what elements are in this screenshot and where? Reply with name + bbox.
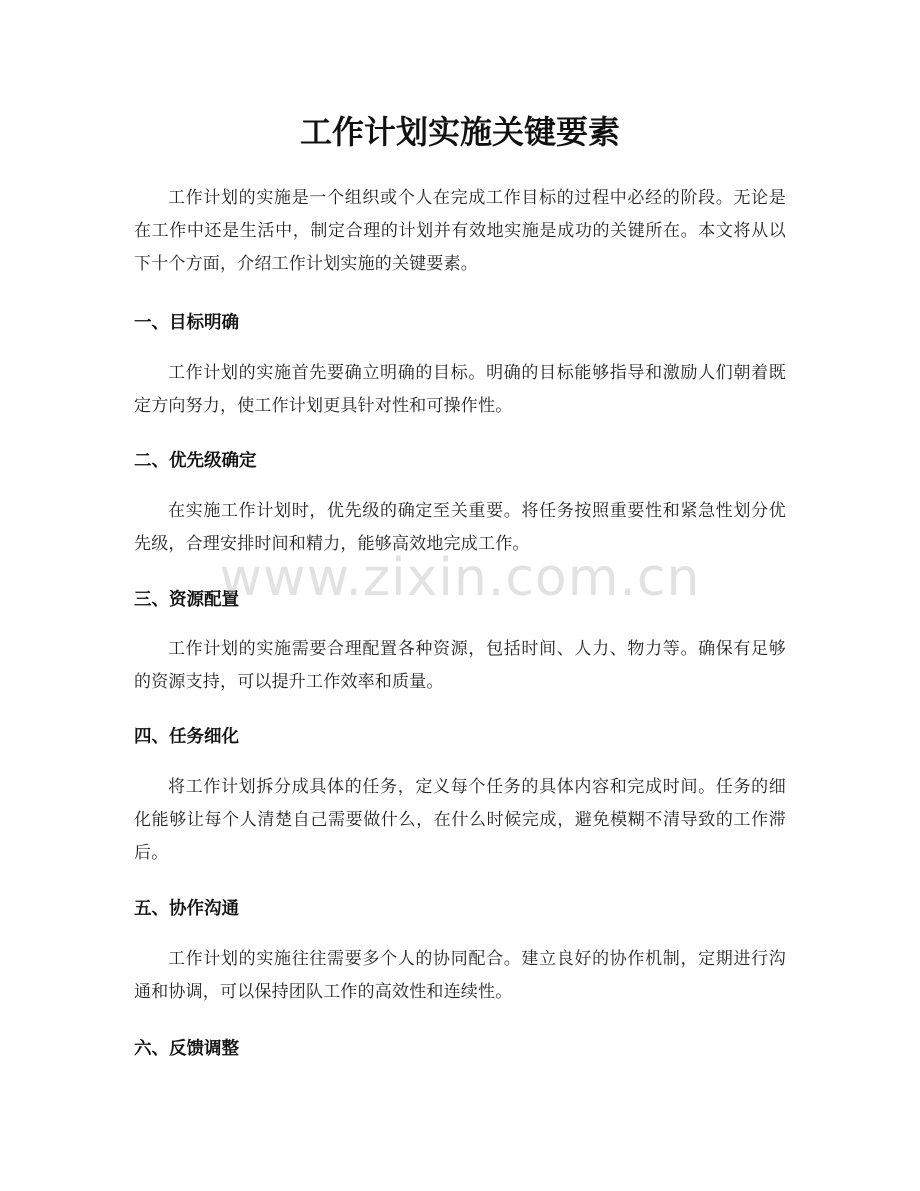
section-heading-6: 六、反馈调整	[134, 1039, 239, 1059]
section-body-4: 将工作计划拆分成具体的任务，定义每个任务的具体内容和完成时间。任务的细化能够让每个人清楚自己需要做什么，在什么时候完成，避免模糊不清导致的工作滞后。	[134, 777, 786, 863]
section-heading-1: 一、目标明确	[134, 313, 239, 333]
section-heading-3: 三、资源配置	[134, 590, 239, 610]
section-heading-5: 五、协作沟通	[134, 899, 239, 919]
section-body-1: 工作计划的实施首先要确立明确的目标。明确的目标能够指导和激励人们朝着既定方向努力，使工作计划更具针对性和可操作性。	[134, 363, 786, 416]
section-body-3: 工作计划的实施需要合理配置各种资源，包括时间、人力、物力等。确保有足够的资源支持，可以提升工作效率和质量。	[134, 639, 786, 692]
section-heading-2: 二、优先级确定	[134, 451, 257, 471]
intro-paragraph: 工作计划的实施是一个组织或个人在完成工作目标的过程中必经的阶段。无论是在工作中还是生活中，制定合理的计划并有效地实施是成功的关键所在。本文将从以下十个方面，介绍工作计划实施的关键要素。	[134, 188, 786, 274]
section-body-2: 在实施工作计划时，优先级的确定至关重要。将任务按照重要性和紧急性划分优先级，合理安排时间和精力，能够高效地完成工作。	[134, 501, 786, 554]
document-title: 工作计划实施关键要素	[299, 113, 620, 151]
watermark-text: www.zixin.com.cn	[219, 548, 701, 608]
section-heading-4: 四、任务细化	[134, 727, 239, 747]
section-body-5: 工作计划的实施往往需要多个人的协同配合。建立良好的协作机制，定期进行沟通和协调，可以保持团队工作的高效性和连续性。	[134, 949, 786, 1002]
